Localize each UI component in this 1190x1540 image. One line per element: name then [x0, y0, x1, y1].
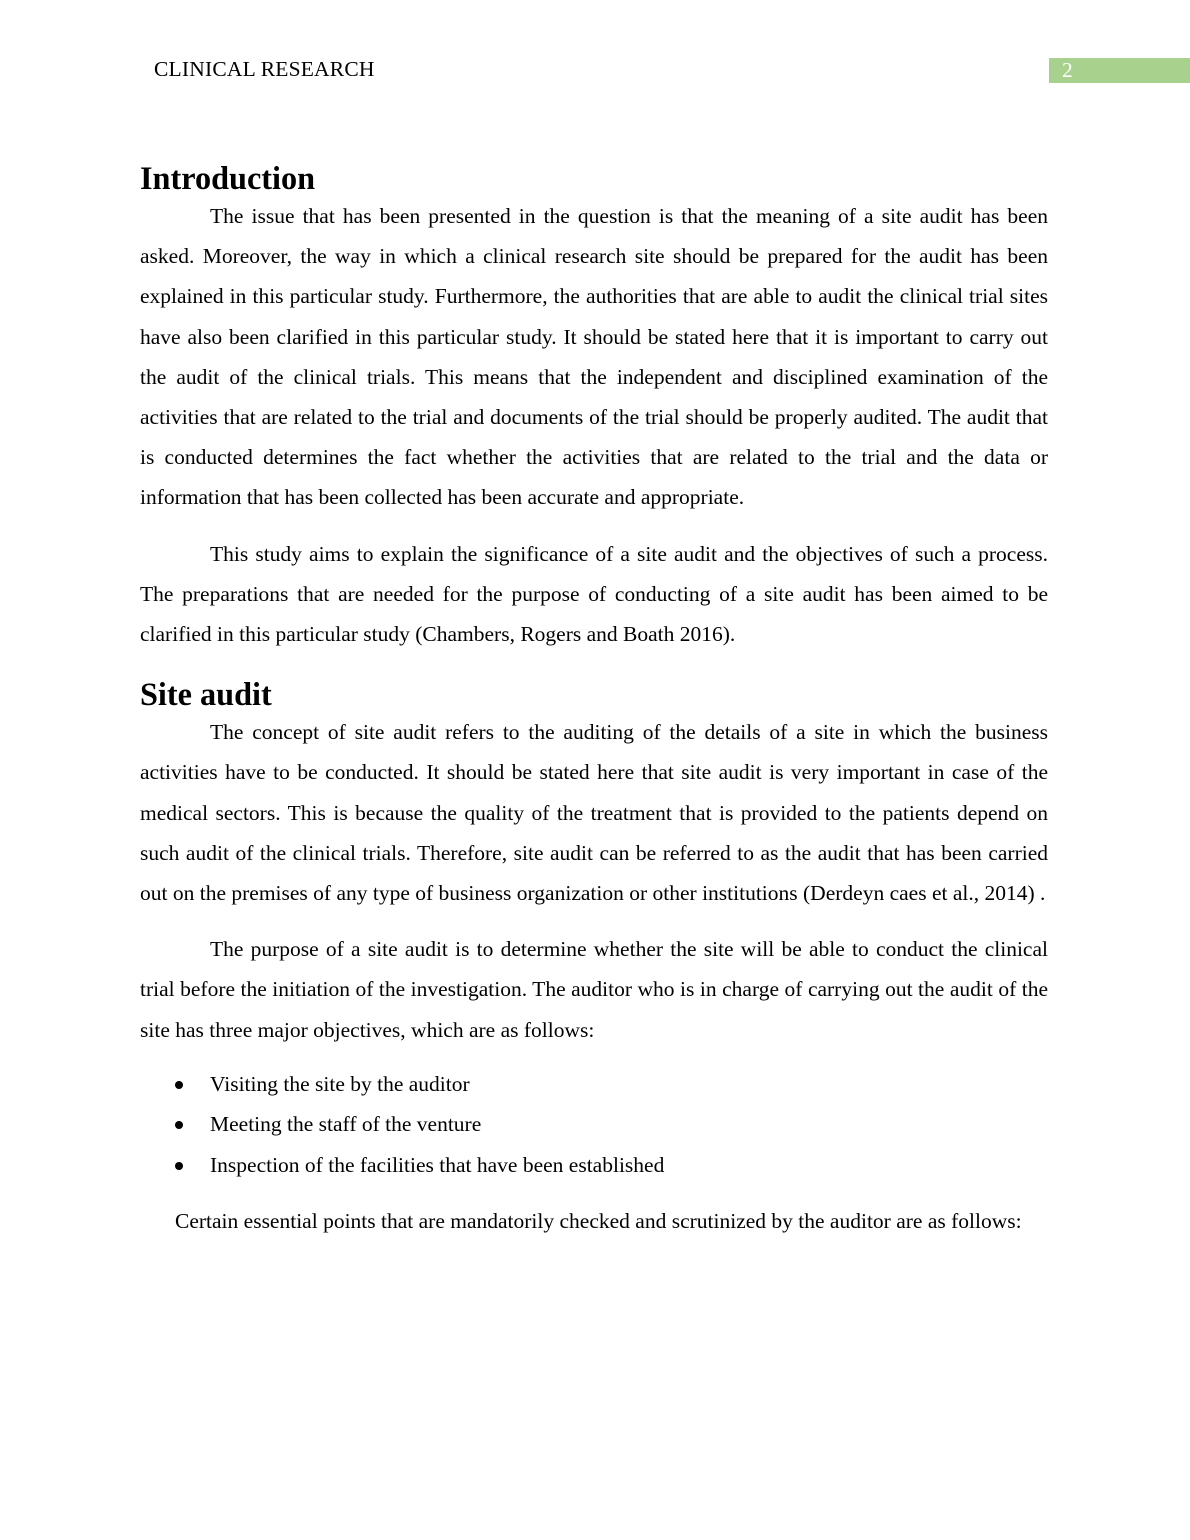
list-item-text: Inspection of the facilities that have been established — [210, 1152, 665, 1177]
list-item — [140, 1145, 1048, 1186]
objectives-list — [140, 1064, 1048, 1186]
document-body — [140, 160, 1048, 1242]
page-number: 2 — [1062, 58, 1073, 82]
list-item — [140, 1064, 1048, 1105]
site-audit-heading: Site audit — [140, 676, 272, 713]
bullet-icon — [175, 1162, 183, 1170]
introduction-paragraph-1: The issue that has been presented in the question is that the meaning of a site audit has been asked. Moreover, the way in which a clinical research site should be prepared for the audit has been explained in this particular study. Furthermore, the authorities that are able to audit the clinical trial sites have also been clarified in this particular study. It should be stated here that it is important to carry out the audit of the clinical trials. This means that the independent and disciplined examination of the activities that are related to the trial and documents of the trial should be properly audited. The audit that is conducted determines the fact whether the activities that are related to the trial and the data or information that has been collected has been accurate and appropriate. — [140, 204, 1048, 510]
page-number-bar — [1049, 58, 1190, 83]
list-item-text: Meeting the staff of the venture — [210, 1112, 482, 1137]
header-title: CLINICAL RESEARCH — [154, 57, 375, 81]
bullet-icon — [175, 1121, 183, 1129]
site-audit-paragraph-2: The purpose of a site audit is to determine whether the site will be able to conduct the clinical trial before the initiation of the investigation. The auditor who is in charge of carrying out the audit of the site has three major objectives, which are as follows: — [140, 937, 1048, 1042]
introduction-heading: Introduction — [140, 160, 316, 196]
bullet-icon — [175, 1081, 183, 1089]
site-audit-paragraph-1: The concept of site audit refers to the auditing of the details of a site in which the business activities have to be conducted. It should be stated here that site audit is very important in case of the medical sectors. This is because the quality of the treatment that is provided to the patients depend on such audit of the clinical trials. Therefore, site audit can be referred to as the audit that has been carried out on the premises of any type of business organization or other institutions (Derdeyn caes et al., 2014) . — [140, 720, 1048, 906]
list-item — [140, 1104, 1048, 1145]
list-item-text: Visiting the site by the auditor — [210, 1071, 470, 1096]
site-audit-closing-paragraph: Certain essential points that are mandatorily checked and scrutinized by the auditor are as follows: — [175, 1209, 1022, 1234]
introduction-paragraph-2: This study aims to explain the significance of a site audit and the objectives of such a process. The preparations that are needed for the purpose of conducting of a site audit has been aimed to be clarified in this particular study (Chambers, Rogers and Boath 2016). — [140, 541, 1048, 647]
